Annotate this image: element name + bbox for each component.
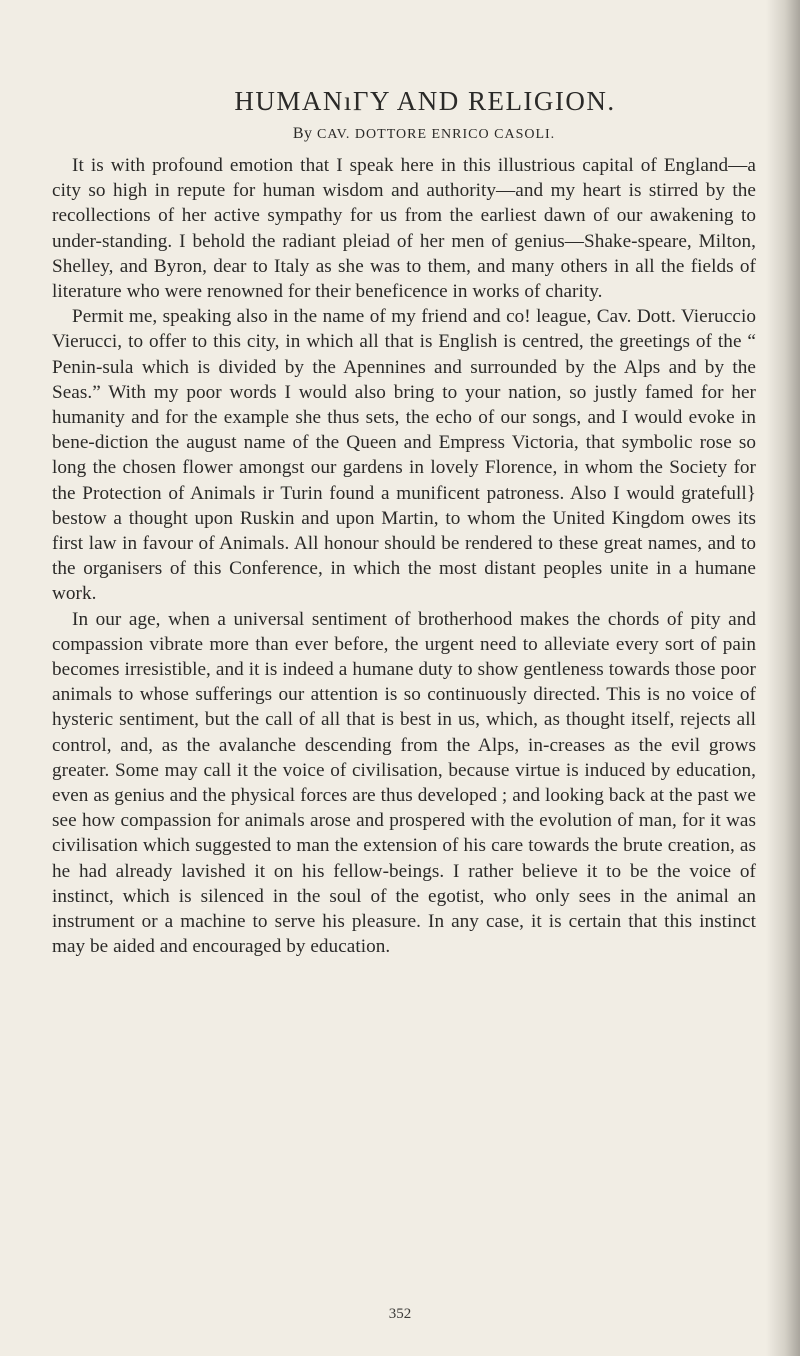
paragraph-1: It is with profound emotion that I speak here in this illustrious capital of England—a city so high in repute for human wisdom and authority—and my heart is stirred by the recollections of her active sympathy for us from the earliest dawn of our awakening to under-standing. I behold the radiant pleiad of her men of genius—Shake-speare, Milton, Shelley, and Byron, dear to Italy as she was to them, and many others in all the fields of literature who were renowned for their beneficence in works of charity. xyxy=(52,155,756,303)
byline-author: CAV. DOTTORE ENRICO CASOLI. xyxy=(316,127,556,142)
byline-prefix: By xyxy=(292,125,313,142)
paragraph-3: In our age, when a universal sentiment of brotherhood makes the chords of pity and compassion vibrate more than ever before, the urgent need to alleviate every sort of pain becomes irresistible, and it is indeed a humane duty to show gentleness towards those poor animals to whose sufferings our attention is so continuously directed. This is no voice of hysteric sentiment, but the call of all that is best in us, which, as thought itself, rejects all control, and, as the avalanche descending from the Alps, in-creases as the evil grows greater. Some may call it the voice of civilisation, because virtue is induced by education, even as genius and the physical forces are thus developed ; and looking back at the past we see how compassion for animals arose and prospered with the evolution of man, for it was civilisation which suggested to man the extension of his care towards the brute creation, as he had already lavished it on his fellow-beings. I rather believe it to be the voice of instinct, which is silenced in the soul of the egotist, who only sees in the animal an instrument or a machine to serve his pleasure. In any case, it is certain that this instinct may be aided and encouraged by education. xyxy=(52,608,756,958)
paragraph-2: Permit me, speaking also in the name of my friend and co! league, Cav. Dott. Vieruccio Vierucci, to offer to this city, in which all that is English is centred, the greetings of the “ Penin-sula which is divided by the Apennines and surrounded by the Alps and by the Seas.” With my poor words I would also bring to your nation, so justly famed for her humanity and for the example she thus sets, the echo of our songs, and I would evoke in bene-diction the august name of the Queen and Empress Victoria, that symbolic rose so long the chosen flower amongst our gardens in lovely Florence, in whom the Society for the Protection of Animals ir Turin found a munificent patroness. Also I would gratefull} bestow a thought upon Ruskin and upon Martin, to whom the United Kingdom owes its first law in favour of Animals. All honour should be rendered to these great names, and to the organisers of this Conference, in which the most distant peoples unite in a humane work. xyxy=(52,306,756,605)
page-number: 352 xyxy=(388,1306,412,1322)
page-edge-shadow xyxy=(766,0,800,1356)
byline xyxy=(92,122,756,147)
article-title: HUMANıΓY AND RELIGION. xyxy=(234,86,616,116)
article xyxy=(52,82,756,960)
